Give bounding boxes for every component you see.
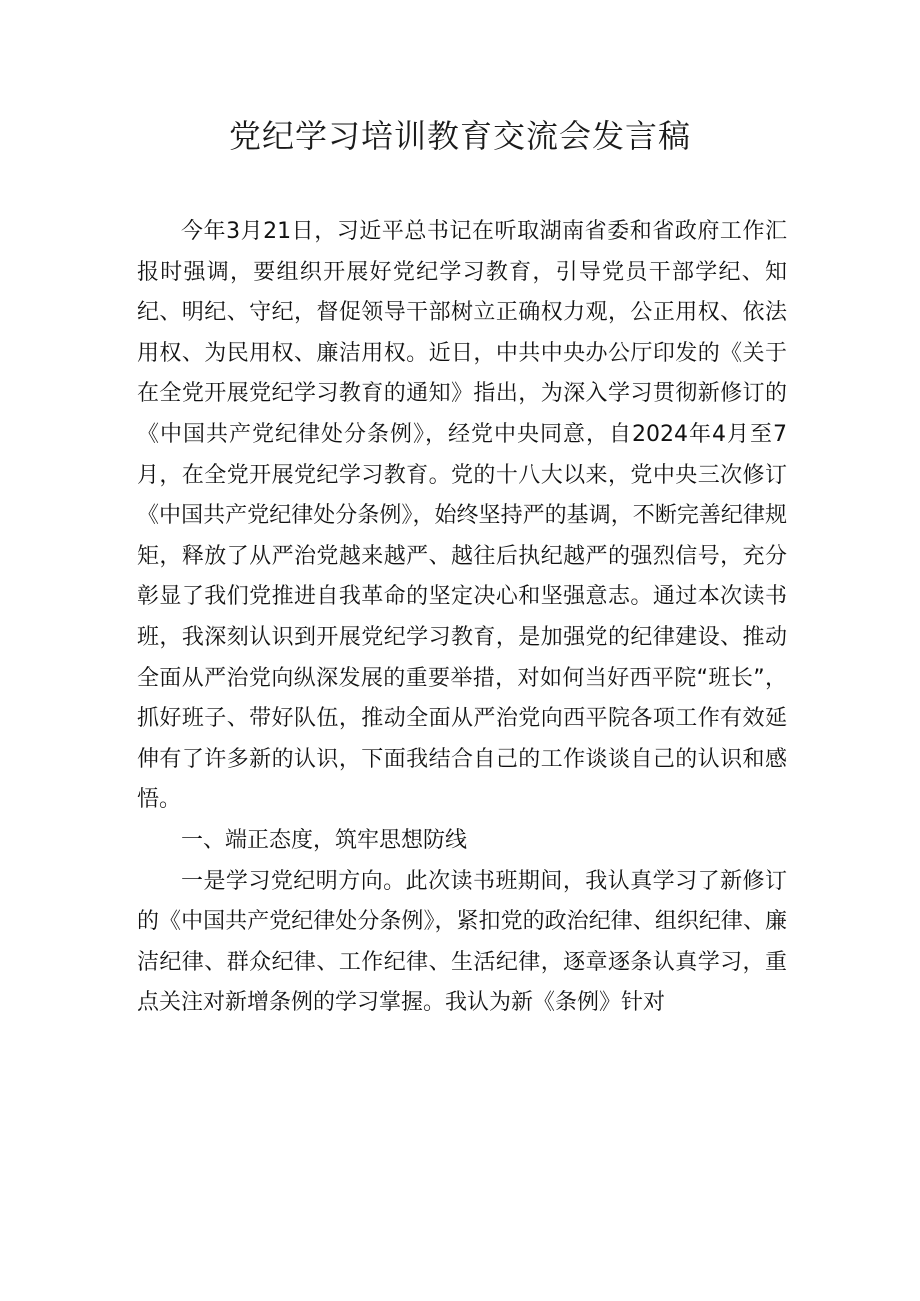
paragraph-intro: 今年3月21日，习近平总书记在听取湖南省委和省政府工作汇报时强调，要组织开展好党纪学习教育，引导党员干部学纪、知纪、明纪、守纪，督促领导干部树立正确权力观，公正用权、依法用权、为民用权、廉洁用权。近日，中共中央办公厅印发的《关于在全党开展党纪学习教育的通知》指出，为深入学习贯彻新修订的《中国共产党纪律处分条例》，经党中央同意，自2024年4月至7月，在全党开展党纪学习教育。党的十八大以来，党中央三次修订《中国共产党纪律处分条例》，始终坚持严的基调，不断完善纪律规矩，释放了从严治党越来越严、越往后执纪越严的强烈信号，充分彰显了我们党推进自我革命的坚定决心和坚强意志。通过本次读书班，我深刻认识到开展党纪学习教育，是加强党的纪律建设、推动全面从严治党向纵深发展的重要举措，对如何当好西平院“班长”，抓好班子、带好队伍，推动全面从严治党向西平院各项工作有效延伸有了许多新的认识，下面我结合自己的工作谈谈自己的认识和感悟。 (137, 219, 787, 813)
section-heading-1: 一、端正态度，筑牢思想防线 (181, 827, 468, 853)
document-body (137, 212, 787, 1024)
document-title: 党纪学习培训教育交流会发言稿 (228, 117, 691, 155)
paragraph-section-1-point-1: 一是学习党纪明方向。此次读书班期间，我认真学习了新修订的《中国共产党纪律处分条例》，紧扣党的政治纪律、组织纪律、廉洁纪律、群众纪律、工作纪律、生活纪律，逐章逐条认真学习，重点关注对新增条例的学习掌握。我认为新《条例》针对 (137, 868, 787, 1016)
